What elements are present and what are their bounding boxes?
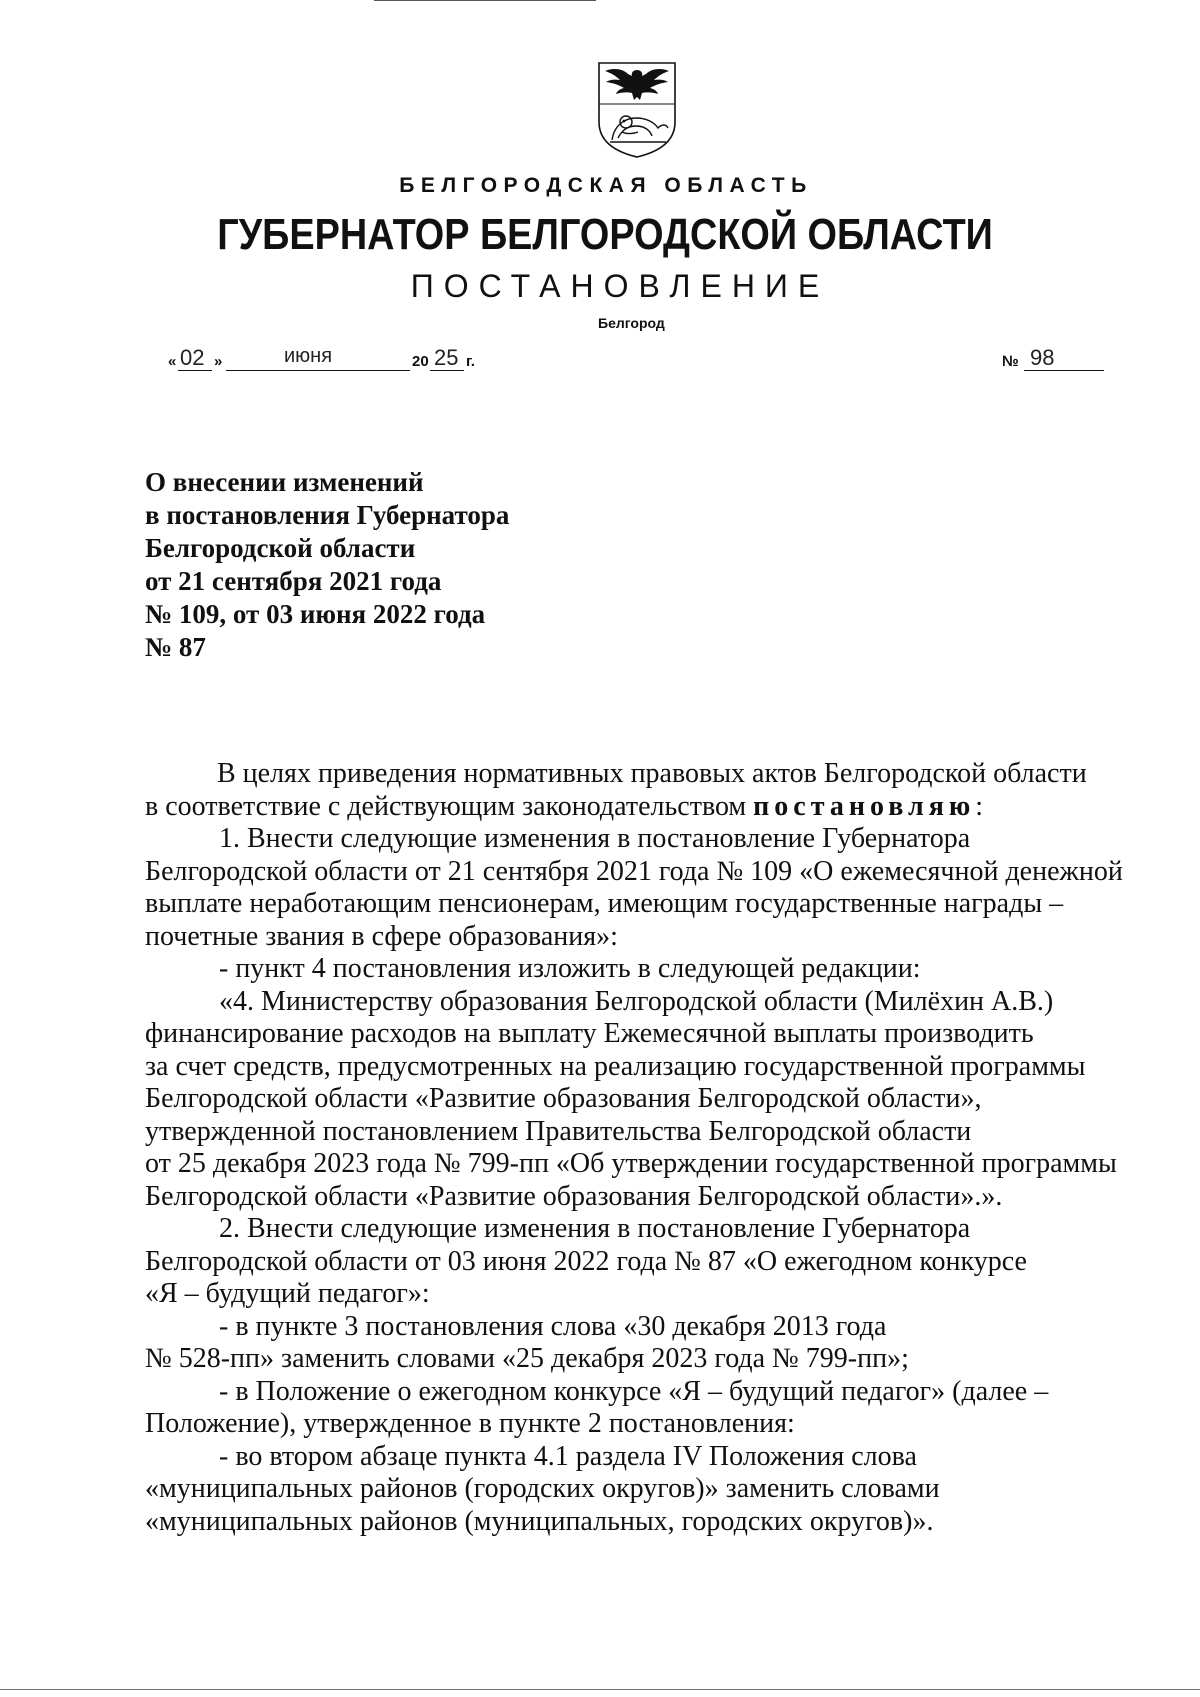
month-underline xyxy=(226,370,410,371)
body-line: Белгородской области «Развитие образования Белгородской области».». xyxy=(145,1180,1003,1212)
bottom-edge-rule xyxy=(0,1689,1200,1690)
body-line: - пункт 4 постановления изложить в следующей редакции: xyxy=(219,953,921,984)
body-line: «Я – будущий педагог»: xyxy=(145,1278,430,1309)
year-abbrev: г. xyxy=(466,353,475,370)
city-label: Белгород xyxy=(598,315,665,331)
body-line: утвержденной постановлением Правительства Белгородской области xyxy=(145,1115,972,1147)
body-line: - во втором абзаце пункта 4.1 раздела IV Положения слова xyxy=(219,1440,917,1472)
body-line: Белгородской области «Развитие образования Белгородской области», xyxy=(145,1083,982,1114)
body-line: 1. Внести следующие изменения в постановление Губернатора xyxy=(219,823,971,854)
subject-line-1: О внесении изменений xyxy=(145,467,424,497)
body-line: «муниципальных районов (муниципальных, городских округов)». xyxy=(145,1505,934,1537)
year-prefix: 20 xyxy=(412,353,429,370)
document-subject xyxy=(145,466,545,664)
date-open-quote: « xyxy=(168,353,177,370)
body-line: - в пункте 3 постановления слова «30 декабря 2013 года xyxy=(219,1310,887,1342)
body-line: - в Положение о ежегодном конкурсе «Я – будущий педагог» (далее – xyxy=(219,1375,1049,1407)
date-month: июня xyxy=(284,345,333,367)
document-body xyxy=(145,758,1123,1538)
body-line: «муниципальных районов (городских округов)» заменить словами xyxy=(145,1473,940,1504)
document-number: 98 xyxy=(1030,345,1055,370)
body-line: «4. Министерству образования Белгородской области (Милёхин А.В.) xyxy=(219,985,1054,1017)
top-edge-rule xyxy=(374,0,596,1)
subject-line-5: № 109, от 03 июня 2022 года xyxy=(145,599,486,629)
belgorod-coat-of-arms-icon xyxy=(596,60,678,160)
body-line: выплате неработающим пенсионерам, имеющим государственные награды – xyxy=(145,888,1064,919)
day-underline xyxy=(178,370,212,371)
number-label: № xyxy=(1002,353,1019,370)
year-suffix: 25 xyxy=(434,345,459,370)
body-line: В целях приведения нормативных правовых актов Белгородской области xyxy=(217,758,1087,789)
date-number-line xyxy=(168,345,1118,375)
body-line: за счет средств, предусмотренных на реализацию государственной программы xyxy=(145,1050,1086,1082)
number-underline xyxy=(1024,370,1104,371)
body-line: финансирование расходов на выплату Ежемесячной выплаты производить xyxy=(145,1018,1034,1049)
subject-line-4: от 21 сентября 2021 года xyxy=(145,566,442,596)
subject-line-3: Белгородской области xyxy=(145,533,416,563)
resolve-word: постановляю xyxy=(753,790,976,822)
subject-line-6: № 87 xyxy=(145,632,206,662)
body-line: Белгородской области от 21 сентября 2021 года № 109 «О ежемесячной денежной xyxy=(145,855,1123,887)
governor-heading: ГУБЕРНАТОР БЕЛГОРОДСКОЙ ОБЛАСТИ xyxy=(217,210,993,259)
document-type-heading: ПОСТАНОВЛЕНИЕ xyxy=(410,268,830,304)
date-close-quote: » xyxy=(214,353,223,370)
body-line: Положение), утвержденное в пункте 2 постановления: xyxy=(145,1408,795,1439)
body-line: № 528-пп» заменить словами «25 декабря 2023 года № 799-пп»; xyxy=(145,1343,909,1374)
body-line: в соответствие с действующим законодательством постановляю: xyxy=(145,790,984,822)
region-heading: БЕЛГОРОДСКАЯ ОБЛАСТЬ xyxy=(399,174,813,197)
body-line: от 25 декабря 2023 года № 799-пп «Об утверждении государственной программы xyxy=(145,1148,1117,1179)
subject-line-2: в постановления Губернатора xyxy=(145,500,510,530)
year-underline xyxy=(430,370,464,371)
body-line: Белгородской области от 03 июня 2022 года № 87 «О ежегодном конкурсе xyxy=(145,1245,1027,1277)
date-day: 02 xyxy=(180,345,205,370)
body-line: 2. Внести следующие изменения в постановление Губернатора xyxy=(219,1213,971,1244)
body-line: почетные звания в сфере образования»: xyxy=(145,920,618,952)
